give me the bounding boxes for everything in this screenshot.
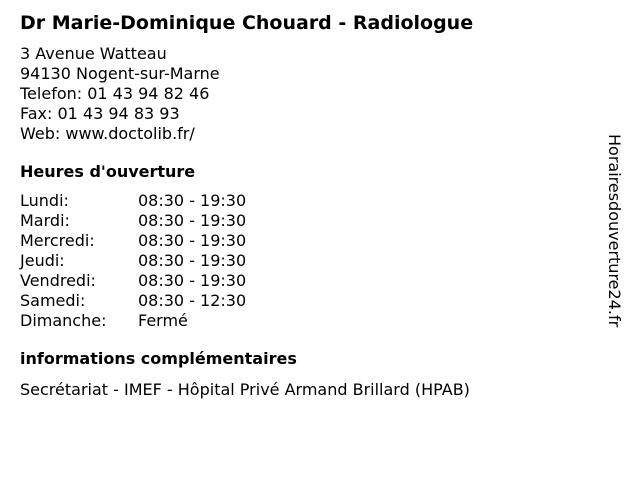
contact-block [20, 44, 600, 144]
hours-row-saturday [20, 291, 246, 311]
page-title: Dr Marie-Dominique Chouard - Radiologue [20, 12, 474, 34]
phone-number: Telefon: 01 43 94 82 46 [20, 84, 210, 103]
hours-value: Fermé [138, 311, 188, 330]
day-label: Lundi: [20, 191, 69, 210]
address-street: 3 Avenue Watteau [20, 44, 167, 63]
day-label: Mercredi: [20, 231, 95, 250]
hours-value: 08:30 - 19:30 [138, 231, 247, 250]
hours-row-tuesday [20, 211, 246, 231]
additional-info-text: Secrétariat - IMEF - Hôpital Privé Armand Brillard (HPAB) [20, 380, 470, 399]
day-label: Dimanche: [20, 311, 107, 330]
business-listing [20, 10, 600, 400]
hours-row-sunday [20, 311, 246, 331]
day-label: Mardi: [20, 211, 70, 230]
hours-row-friday [20, 271, 246, 291]
additional-info-heading: informations complémentaires [20, 349, 297, 368]
hours-row-monday [20, 191, 246, 211]
opening-hours-table [20, 191, 246, 331]
address-city: 94130 Nogent-sur-Marne [20, 64, 220, 83]
hours-value: 08:30 - 19:30 [138, 211, 247, 230]
hours-row-wednesday [20, 231, 246, 251]
hours-value: 08:30 - 19:30 [138, 191, 247, 210]
day-label: Vendredi: [20, 271, 96, 290]
opening-hours-heading: Heures d'ouverture [20, 162, 196, 181]
website: Web: www.doctolib.fr/ [20, 124, 195, 143]
hours-value: 08:30 - 12:30 [138, 291, 247, 310]
hours-value: 08:30 - 19:30 [138, 271, 247, 290]
site-watermark: Horairesdouverture24.fr [605, 134, 624, 328]
fax-number: Fax: 01 43 94 83 93 [20, 104, 180, 123]
day-label: Jeudi: [20, 251, 65, 270]
hours-row-thursday [20, 251, 246, 271]
day-label: Samedi: [20, 291, 86, 310]
hours-value: 08:30 - 19:30 [138, 251, 247, 270]
